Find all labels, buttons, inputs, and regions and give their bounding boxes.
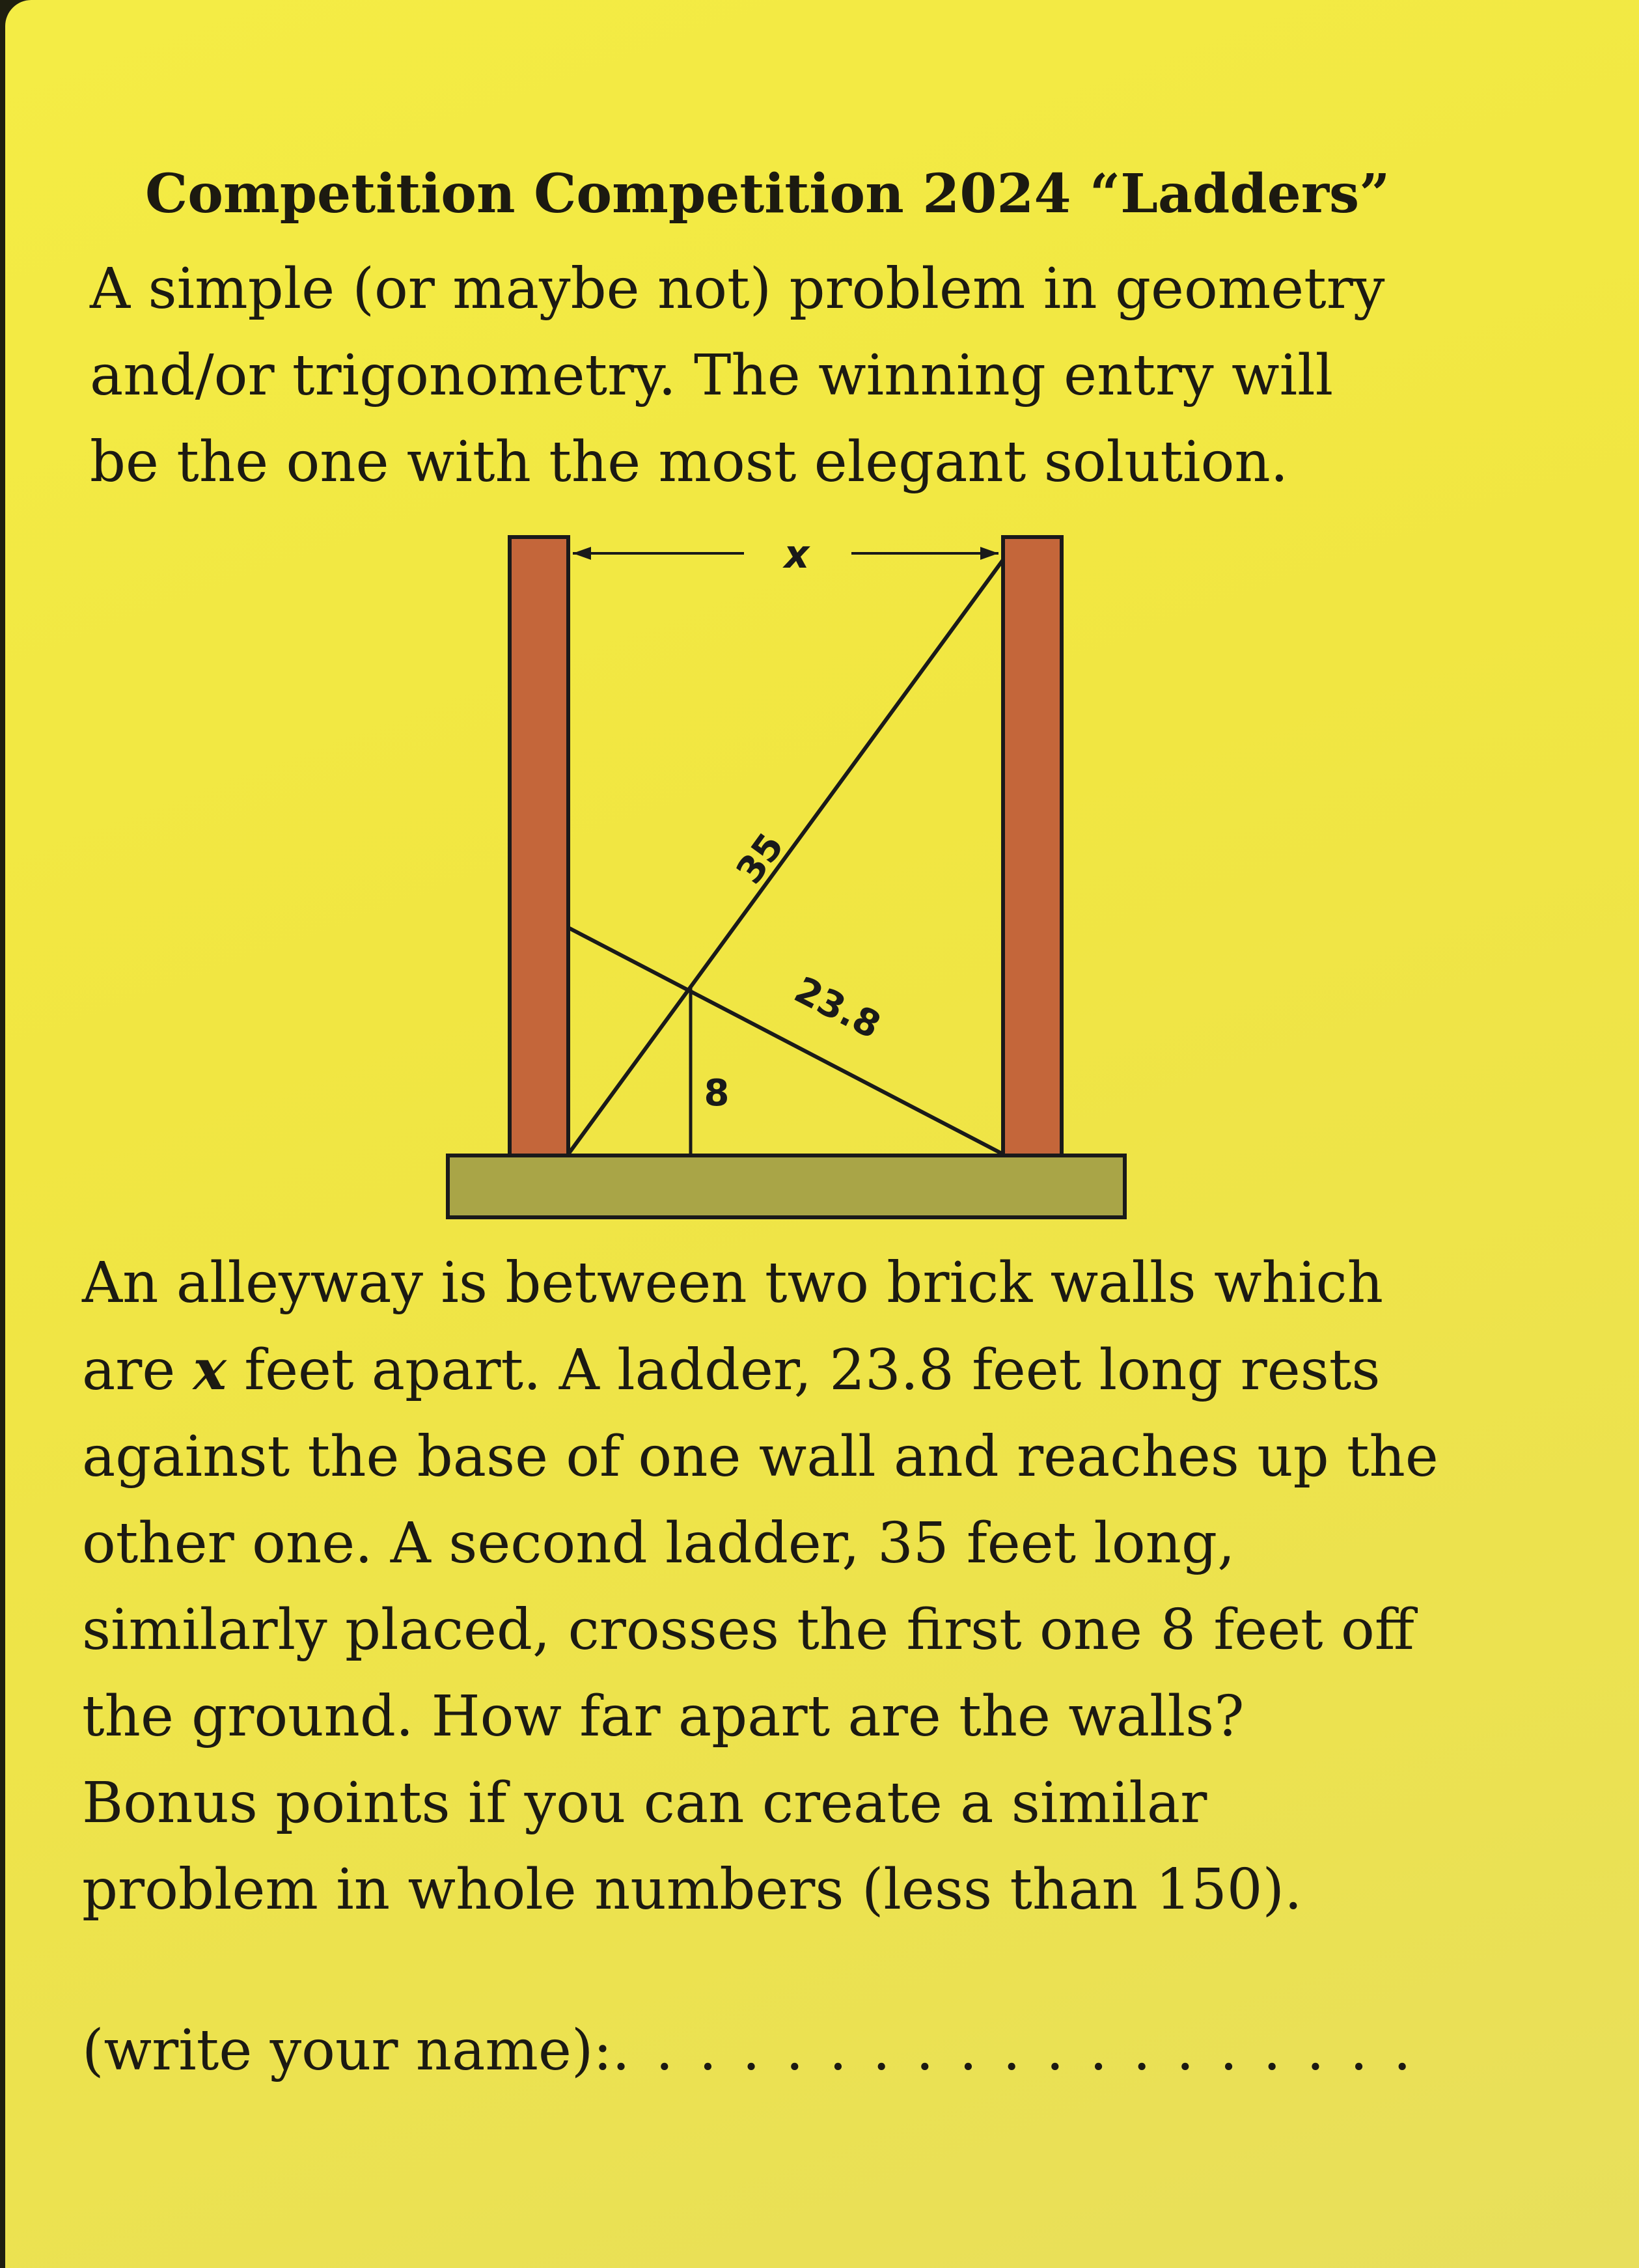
problem-line: An alleyway is between two brick walls which bbox=[82, 1251, 1383, 1316]
intro-paragraph bbox=[90, 246, 1384, 506]
intro-line: and/or trigonometry. The winning entry will bbox=[90, 343, 1334, 408]
problem-line: the ground. How far apart are the walls? bbox=[82, 1684, 1245, 1749]
problem-line: against the base of one wall and reaches up the bbox=[82, 1424, 1439, 1489]
ladder-diagram bbox=[435, 521, 1138, 1224]
problem-line: similarly placed, crosses the first one 8 feet off bbox=[82, 1597, 1414, 1663]
arrowhead-right-icon bbox=[980, 547, 999, 560]
name-entry-line[interactable] bbox=[82, 2018, 1415, 2083]
problem-line: other one. A second ladder, 35 feet long, bbox=[82, 1511, 1235, 1576]
problem-line: Bonus points if you can create a similar bbox=[82, 1771, 1207, 1836]
name-prompt: (write your name): bbox=[82, 2018, 613, 2083]
problem-card bbox=[5, 0, 1639, 2268]
label-8: 8 bbox=[704, 1072, 730, 1114]
variable-x: x bbox=[193, 1337, 227, 1403]
problem-line: problem in whole numbers (less than 150). bbox=[82, 1857, 1302, 1922]
arrowhead-left-icon bbox=[573, 547, 591, 560]
ground-slab bbox=[448, 1155, 1125, 1217]
left-wall bbox=[510, 537, 568, 1155]
name-dots: . . . . . . . . . . . . . . . . . . . bbox=[612, 2018, 1415, 2083]
problem-text: feet apart. A ladder, 23.8 feet long rests bbox=[226, 1338, 1381, 1403]
problem-text: are bbox=[82, 1338, 193, 1403]
label-35: 35 bbox=[728, 825, 793, 892]
page-title: Competition Competition 2024 “Ladders” bbox=[145, 163, 1390, 225]
ladder-23-8 bbox=[568, 928, 1003, 1154]
intro-line: A simple (or maybe not) problem in geometry bbox=[90, 256, 1385, 322]
problem-paragraph bbox=[82, 1240, 1439, 1933]
label-23-8: 23.8 bbox=[788, 969, 887, 1047]
intro-line: be the one with the most elegant solution. bbox=[90, 430, 1289, 495]
right-wall bbox=[1003, 537, 1062, 1155]
problem-line bbox=[82, 1327, 1439, 1414]
label-x: x bbox=[784, 532, 810, 577]
